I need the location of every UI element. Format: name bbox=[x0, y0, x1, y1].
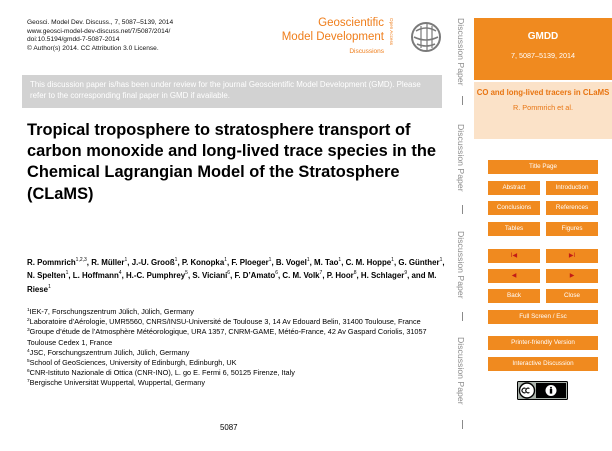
author-affiliation-marker: 5 bbox=[185, 270, 188, 277]
author-name bbox=[27, 271, 68, 280]
next-icon[interactable]: ▶ bbox=[546, 269, 598, 283]
author-name-text: P. Hoor bbox=[326, 271, 354, 281]
affiliation-number: 5 bbox=[27, 359, 30, 365]
affiliation-item bbox=[27, 358, 447, 368]
affiliation-number: 3 bbox=[27, 328, 30, 334]
printer-friendly-button[interactable]: Printer-friendly Version bbox=[488, 336, 598, 350]
journal-abbrev: GMDD bbox=[527, 31, 559, 42]
abstract-button[interactable]: Abstract bbox=[488, 181, 540, 195]
affiliation-number: 1 bbox=[27, 308, 30, 313]
author-name-text: M. Tao bbox=[314, 258, 339, 267]
author-name-text: J.-U. Grooß bbox=[131, 258, 175, 267]
author-name-text: H.-C. Pumphrey bbox=[125, 271, 186, 281]
author-affiliation-marker: 8 bbox=[353, 270, 357, 277]
author-name bbox=[398, 258, 442, 267]
author-name bbox=[314, 258, 341, 267]
author-name bbox=[73, 271, 122, 280]
author-name bbox=[132, 258, 178, 267]
affiliation-item bbox=[27, 348, 447, 358]
author-affiliation-marker: 1 bbox=[268, 257, 272, 263]
author-name-text: C. M. Hoppe bbox=[345, 258, 392, 267]
author-name bbox=[192, 271, 230, 280]
citation-line: Geosci. Model Dev. Discuss., 7, 5087–5139, 2014 bbox=[27, 19, 174, 26]
author-name-text: F. Ploeger bbox=[231, 258, 269, 267]
citation-license: © Author(s) 2014. CC Attribution 3.0 License. bbox=[27, 44, 159, 52]
author-name-text: H. Schlager bbox=[360, 271, 405, 281]
citation-url[interactable]: www.geosci-model-dev-discuss.net/7/5087/2014/ bbox=[27, 27, 171, 35]
affiliation-item bbox=[27, 368, 447, 378]
author-name-text: M. Riese bbox=[27, 271, 437, 294]
affiliation-item bbox=[27, 307, 447, 317]
divider-separator bbox=[462, 96, 463, 105]
divider-label: Discussion Paper bbox=[456, 124, 466, 192]
interactive-discussion-button[interactable]: Interactive Discussion bbox=[488, 357, 598, 371]
affiliation-text: JSC, Forschungszentrum Jülich, Jülich, Germany bbox=[29, 347, 190, 357]
divider-label: Discussion Paper bbox=[456, 231, 466, 299]
logo-text-discussions: Discussions bbox=[349, 48, 384, 55]
author-name bbox=[231, 258, 271, 267]
affiliation-number: 2 bbox=[27, 318, 30, 324]
author-name-text: S. Viciani bbox=[192, 271, 228, 281]
divider-label: Discussion Paper bbox=[456, 337, 466, 405]
fullscreen-button[interactable]: Full Screen / Esc bbox=[488, 310, 598, 324]
author-name-text: L. Hoffmann bbox=[72, 271, 119, 281]
affiliation-list bbox=[27, 307, 447, 389]
journal-volume: 7, 5087–5139, 2014 bbox=[511, 51, 575, 60]
logo-text-model-development: Model Development bbox=[281, 31, 384, 43]
author-affiliation-marker: 6 bbox=[275, 270, 279, 277]
author-affiliation-marker: 1 bbox=[174, 257, 178, 263]
author-name-text: G. Günther bbox=[398, 258, 440, 267]
author-name-text: C. M. Volk bbox=[282, 271, 320, 281]
author-name bbox=[276, 258, 310, 267]
affiliation-item bbox=[27, 317, 447, 327]
short-title: CO and long-lived tracers in CLaMS bbox=[476, 88, 610, 97]
discussion-paper-divider bbox=[453, 0, 474, 451]
author-name-text: F. D’Amato bbox=[234, 271, 276, 281]
author-name bbox=[126, 271, 188, 280]
affiliation-text: IEK-7, Forschungszentrum Jülich, Jülich, Germany bbox=[29, 307, 194, 316]
author-affiliation-marker: 9 bbox=[404, 270, 408, 277]
author-name bbox=[234, 271, 278, 280]
references-button[interactable]: References bbox=[546, 201, 598, 215]
author-affiliation-marker: 4 bbox=[118, 270, 122, 277]
affiliation-text: Laboratoire d’Aérologie, UMR5560, CNRS/INSU-Université de Toulouse 3, 14 Av Edouard Belin, 31400 Toulouse, France bbox=[29, 317, 421, 327]
author-name bbox=[361, 271, 407, 280]
affiliation-item bbox=[27, 378, 447, 388]
author-affiliation-marker: 7 bbox=[319, 270, 323, 277]
author-name-text: N. Spelten bbox=[27, 271, 66, 281]
affiliation-number: 4 bbox=[27, 348, 30, 354]
author-list: R. Pommrich$^{1,2,3}$, R. Müller$^1$, J.-U. Grooß$^1$, P. Konopka$^1$, F. Ploeger$^1$, B. Vogel$^1$, M. Tao$^1$, C. M. Hoppe$^1$, G. Günther$^1$, N. Spelten$^1$, L. Hoffmann$^4$, H.-C. Pumphrey$^5$, S. Viciani$^6$, F. D’Amato$^6$, C. M. Volk$^7$, P. Hoor$^8$, H. Schlager$^9$, and M. Riese$^1$ bbox=[27, 257, 445, 294]
author-affiliation-marker: 1 bbox=[224, 257, 227, 263]
author-name bbox=[327, 271, 357, 280]
author-name bbox=[346, 258, 394, 267]
affiliation-number: 7 bbox=[27, 379, 30, 385]
author-affiliation-marker: 1 bbox=[391, 257, 394, 263]
creative-commons-badge-icon[interactable] bbox=[517, 381, 568, 400]
tables-button[interactable]: Tables bbox=[488, 222, 540, 236]
author-name bbox=[27, 258, 87, 267]
divider-label: Discussion Paper bbox=[456, 18, 466, 86]
short-author: R. Pommrich et al. bbox=[512, 103, 573, 112]
open-access-label: Open Access bbox=[389, 18, 394, 46]
author-name bbox=[182, 258, 227, 267]
divider-separator bbox=[462, 205, 463, 214]
author-affiliation-marker: 1 bbox=[48, 283, 51, 290]
back-button[interactable]: Back bbox=[488, 289, 540, 303]
author-affiliation-marker: 1 bbox=[338, 257, 342, 263]
author-affiliation-marker: 1 bbox=[124, 257, 128, 263]
affiliation-text: School of GeoSciences, University of Edinburgh, Edinburgh, UK bbox=[29, 358, 237, 368]
author-name bbox=[282, 271, 322, 280]
author-name bbox=[91, 258, 127, 267]
author-affiliation-marker: 1 bbox=[439, 257, 443, 263]
paper-title: Tropical troposphere to stratosphere transport of carbon monoxide and long-lived trace species in the Chemical Lagrangian Model of the Stratosphere (CLaMS) bbox=[27, 121, 436, 203]
author-name-text: B. Vogel bbox=[275, 258, 307, 267]
conclusions-button[interactable]: Conclusions bbox=[488, 201, 540, 215]
author-name-text: R. Müller bbox=[91, 258, 125, 267]
introduction-button[interactable]: Introduction bbox=[546, 181, 598, 195]
author-affiliation-marker: 1 bbox=[306, 257, 310, 263]
author-affiliation-marker: 1 bbox=[65, 270, 69, 277]
author-name-text: P. Konopka bbox=[181, 258, 225, 267]
last-page-icon[interactable]: ▶I bbox=[546, 249, 598, 263]
affiliation-item bbox=[27, 327, 447, 347]
affiliation-text: Groupe d’étude de l’Atmosphère Météorologique, URA 1357, CNRM-GAME, Météo-France, 42 Av Gaspard Coriolis, 31057 Toulouse Cedex 1, France bbox=[27, 327, 427, 347]
author-name-text: R. Pommrich bbox=[27, 258, 76, 267]
title-page-button[interactable]: Title Page bbox=[488, 160, 598, 174]
citation-info bbox=[27, 19, 173, 53]
first-page-icon[interactable]: I◀ bbox=[488, 249, 540, 263]
affiliation-text: CNR-Istituto Nazionale di Ottica (CNR-INO), L. go E. Fermi 6, 50125 Firenze, Italy bbox=[29, 368, 295, 378]
citation-doi: doi:10.5194/gmdd-7-5087-2014 bbox=[27, 36, 120, 44]
author-affiliation-marker: 1,2,3 bbox=[75, 257, 87, 263]
journal-logo bbox=[282, 16, 402, 66]
figures-button[interactable]: Figures bbox=[546, 222, 598, 236]
globe-logo-icon bbox=[409, 17, 443, 57]
affiliation-text: Bergische Universität Wuppertal, Wuppertal, Germany bbox=[29, 378, 206, 388]
affiliation-number: 6 bbox=[27, 369, 30, 375]
author-affiliation-marker: 6 bbox=[227, 270, 231, 277]
close-button[interactable]: Close bbox=[546, 289, 598, 303]
divider-separator bbox=[462, 420, 463, 429]
previous-icon[interactable]: ◀ bbox=[488, 269, 540, 283]
page-number: 5087 bbox=[220, 423, 238, 432]
journal-header-box bbox=[474, 18, 612, 80]
review-notice: This discussion paper is/has been under review for the journal Geoscientific Model Development (GMD). Please refer to the corresponding final paper in GMD if available. bbox=[22, 75, 442, 108]
divider-separator bbox=[462, 312, 463, 321]
paper-summary-box bbox=[474, 82, 612, 139]
logo-text-geoscientific: Geoscientific bbox=[318, 17, 384, 29]
